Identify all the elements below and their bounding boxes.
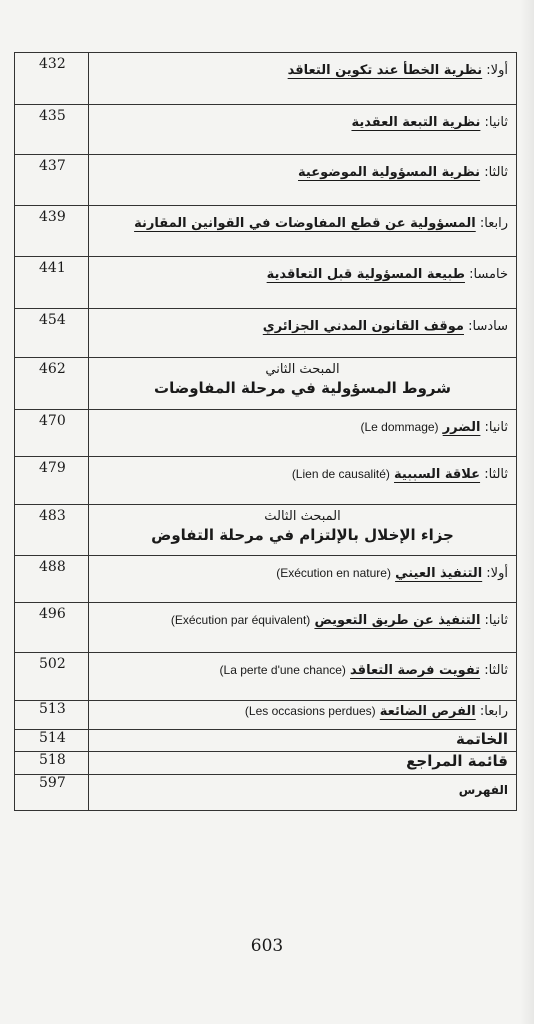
entry-topic: الضرر xyxy=(442,420,481,435)
table-row xyxy=(15,206,517,257)
toc-entry xyxy=(89,309,517,358)
page-number-footer: 603 xyxy=(250,936,284,956)
section-row xyxy=(15,505,517,556)
entry-topic: التنفيذ عن طريق التعويض xyxy=(314,613,481,628)
entry-label: ثالثا: xyxy=(480,467,508,482)
toc-entry xyxy=(89,410,517,457)
toc-entry xyxy=(89,556,517,603)
page-number: 513 xyxy=(15,701,89,730)
page-number: 454 xyxy=(15,309,89,358)
page-number: 462 xyxy=(15,358,89,410)
table-row xyxy=(15,457,517,505)
entry-topic: التنفيذ العيني xyxy=(395,566,483,581)
scan-edge-shadow xyxy=(520,0,534,1024)
foreign-term: (Les occasions perdues) xyxy=(244,704,376,718)
page-number: 518 xyxy=(15,752,89,775)
section-title: شروط المسؤولية في مرحلة المفاوضات xyxy=(154,379,451,397)
toc-entry xyxy=(89,730,517,752)
foreign-term: (Le dommage) xyxy=(360,420,439,434)
entry-label: ثانيا: xyxy=(480,420,508,435)
entry-label: ثالثا: xyxy=(480,165,508,180)
entry-topic: علاقة السببية xyxy=(394,467,481,482)
toc-entry xyxy=(89,752,517,775)
toc-entry xyxy=(89,257,517,309)
foreign-term: (Exécution par équivalent) xyxy=(170,613,311,627)
table-row xyxy=(15,309,517,358)
entry-topic: نظرية الخطأ عند تكوين التعاقد xyxy=(287,63,483,78)
page-number: 439 xyxy=(15,206,89,257)
section-label: المبحث الثالث xyxy=(264,509,341,524)
section-heading xyxy=(89,505,517,556)
entry-label: خامسا: xyxy=(464,267,508,282)
table-row xyxy=(15,556,517,603)
page-number: 483 xyxy=(15,505,89,556)
entry-topic: المسؤولية عن قطع المفاوضات في القوانين المقارنة xyxy=(134,216,476,231)
entry-label: أولا: xyxy=(482,566,508,581)
toc-entry xyxy=(89,53,517,105)
toc-entry xyxy=(89,653,517,701)
table-row xyxy=(15,701,517,730)
page-number: 470 xyxy=(15,410,89,457)
entry-topic: موقف القانون المدني الجزائري xyxy=(262,319,464,334)
entry-label: ثانيا: xyxy=(480,613,508,628)
entry-topic: نظرية التبعة العقدية xyxy=(351,115,481,130)
entry-topic: نظرية المسؤولية الموضوعية xyxy=(298,165,481,180)
references-title: قائمة المراجع xyxy=(406,752,508,770)
index-title: الفهرس xyxy=(458,783,508,797)
page-number: 488 xyxy=(15,556,89,603)
page-number: 496 xyxy=(15,603,89,653)
toc-entry xyxy=(89,105,517,155)
page-number: 432 xyxy=(15,53,89,105)
entry-label: رابعا: xyxy=(475,216,508,231)
foreign-term: (La perte d'une chance) xyxy=(219,663,346,677)
entry-label: أولا: xyxy=(482,63,508,78)
table-row xyxy=(15,775,517,811)
table-row xyxy=(15,730,517,752)
section-heading xyxy=(89,358,517,410)
table-row xyxy=(15,410,517,457)
foreign-term: (Lien de causalité) xyxy=(291,467,390,481)
toc-entry xyxy=(89,206,517,257)
entry-topic: طبيعة المسؤولية قبل التعاقدية xyxy=(266,267,465,282)
page-number: 479 xyxy=(15,457,89,505)
entry-label: ثالثا: xyxy=(480,663,508,678)
page-number: 435 xyxy=(15,105,89,155)
toc-entry xyxy=(89,775,517,811)
entry-label: ثانيا: xyxy=(480,115,508,130)
toc-entry xyxy=(89,457,517,505)
table-row xyxy=(15,603,517,653)
section-row xyxy=(15,358,517,410)
table-row xyxy=(15,155,517,206)
toc-entry xyxy=(89,701,517,730)
entry-label: رابعا: xyxy=(475,704,508,719)
page-number: 502 xyxy=(15,653,89,701)
toc-entry xyxy=(89,155,517,206)
page-number: 514 xyxy=(15,730,89,752)
entry-topic: تفويت فرصة التعاقد xyxy=(350,663,481,678)
table-row xyxy=(15,752,517,775)
entry-topic: الفرص الضائعة xyxy=(379,704,476,719)
table-row xyxy=(15,105,517,155)
page-number: 441 xyxy=(15,257,89,309)
toc-entry xyxy=(89,603,517,653)
page-number: 597 xyxy=(15,775,89,811)
foreign-term: (Exécution en nature) xyxy=(276,566,391,580)
table-row xyxy=(15,53,517,105)
conclusion-title: الخاتمة xyxy=(455,730,508,748)
section-label: المبحث الثاني xyxy=(265,362,340,377)
entry-label: سادسا: xyxy=(463,319,508,334)
toc-table xyxy=(14,52,517,811)
page-number: 437 xyxy=(15,155,89,206)
section-title: جزاء الإخلال بالإلتزام في مرحلة التفاوض xyxy=(151,526,454,544)
table-row xyxy=(15,257,517,309)
table-row xyxy=(15,653,517,701)
